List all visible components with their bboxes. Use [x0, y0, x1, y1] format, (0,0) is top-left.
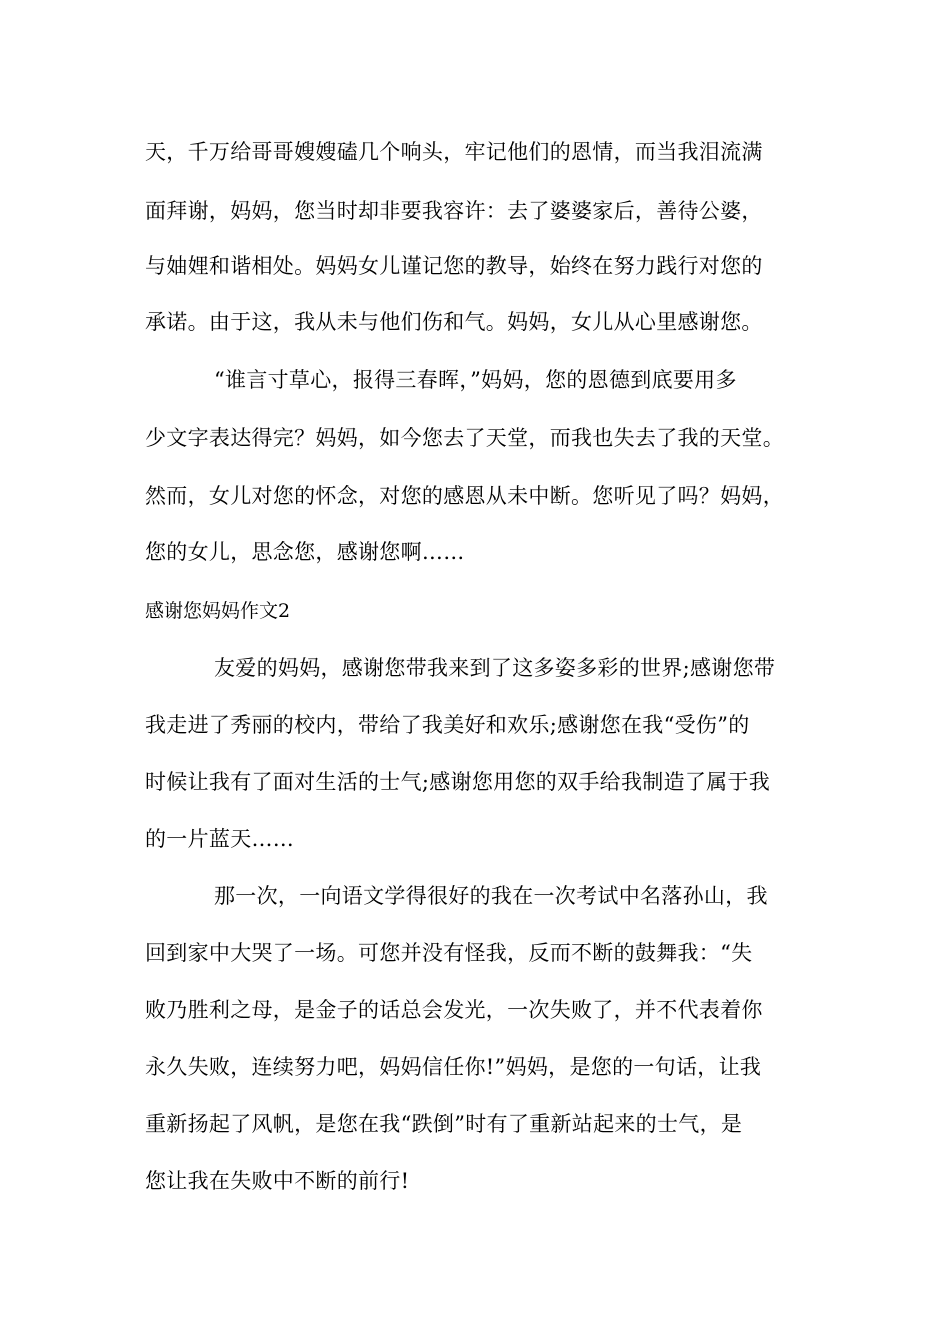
paragraph-line: 时候让我有了面对生活的士气;感谢您用您的双手给我制造了属于我 — [145, 770, 771, 794]
paragraph-line: 承诺。由于这，我从未与他们伤和气。妈妈，女儿从心里感谢您。 — [145, 310, 763, 334]
paragraph-line: 然而，女儿对您的怀念，对您的感恩从未中断。您听见了吗？妈妈， — [145, 484, 784, 508]
paragraph-line: 重新扬起了风帆，是您在我“跌倒”时有了重新站起来的士气，是 — [145, 1112, 743, 1136]
paragraph-line: 您让我在失败中不断的前行! — [145, 1169, 410, 1193]
paragraph-line: 回到家中大哭了一场。可您并没有怪我，反而不断的鼓舞我：“失 — [145, 941, 753, 965]
paragraph-line: 那一次，一向语文学得很好的我在一次考试中名落孙山，我 — [214, 884, 768, 908]
section-title: 感谢您妈妈作文2 — [145, 600, 291, 622]
paragraph-line: 少文字表达得完？妈妈，如今您去了天堂，而我也失去了我的天堂。 — [145, 426, 784, 450]
paragraph-line: 天，千万给哥哥嫂嫂磕几个响头，牢记他们的恩情，而当我泪流满 — [145, 140, 763, 164]
paragraph-line: 我走进了秀丽的校内，带给了我美好和欢乐;感谢您在我“受伤”的 — [145, 713, 750, 737]
paragraph-line: 您的女儿，思念您，感谢您啊…… — [145, 540, 465, 564]
paragraph-line: 与妯娌和谐相处。妈妈女儿谨记您的教导，始终在努力践行对您的 — [145, 254, 763, 278]
paragraph-line: 面拜谢，妈妈，您当时却非要我容许：去了婆婆家后，善待公婆， — [145, 199, 763, 223]
paragraph-line: 永久失败，连续努力吧，妈妈信任你!”妈妈，是您的一句话，让我 — [145, 1055, 762, 1079]
paragraph-line: 败乃胜利之母，是金子的话总会发光，一次失败了，并不代表着你 — [145, 998, 763, 1022]
paragraph-line: 友爱的妈妈，感谢您带我来到了这多姿多彩的世界;感谢您带 — [214, 656, 776, 680]
paragraph-line: “谁言寸草心，报得三春晖，”妈妈，您的恩德到底要用多 — [214, 368, 737, 392]
paragraph-line: 的一片蓝天…… — [145, 827, 295, 851]
